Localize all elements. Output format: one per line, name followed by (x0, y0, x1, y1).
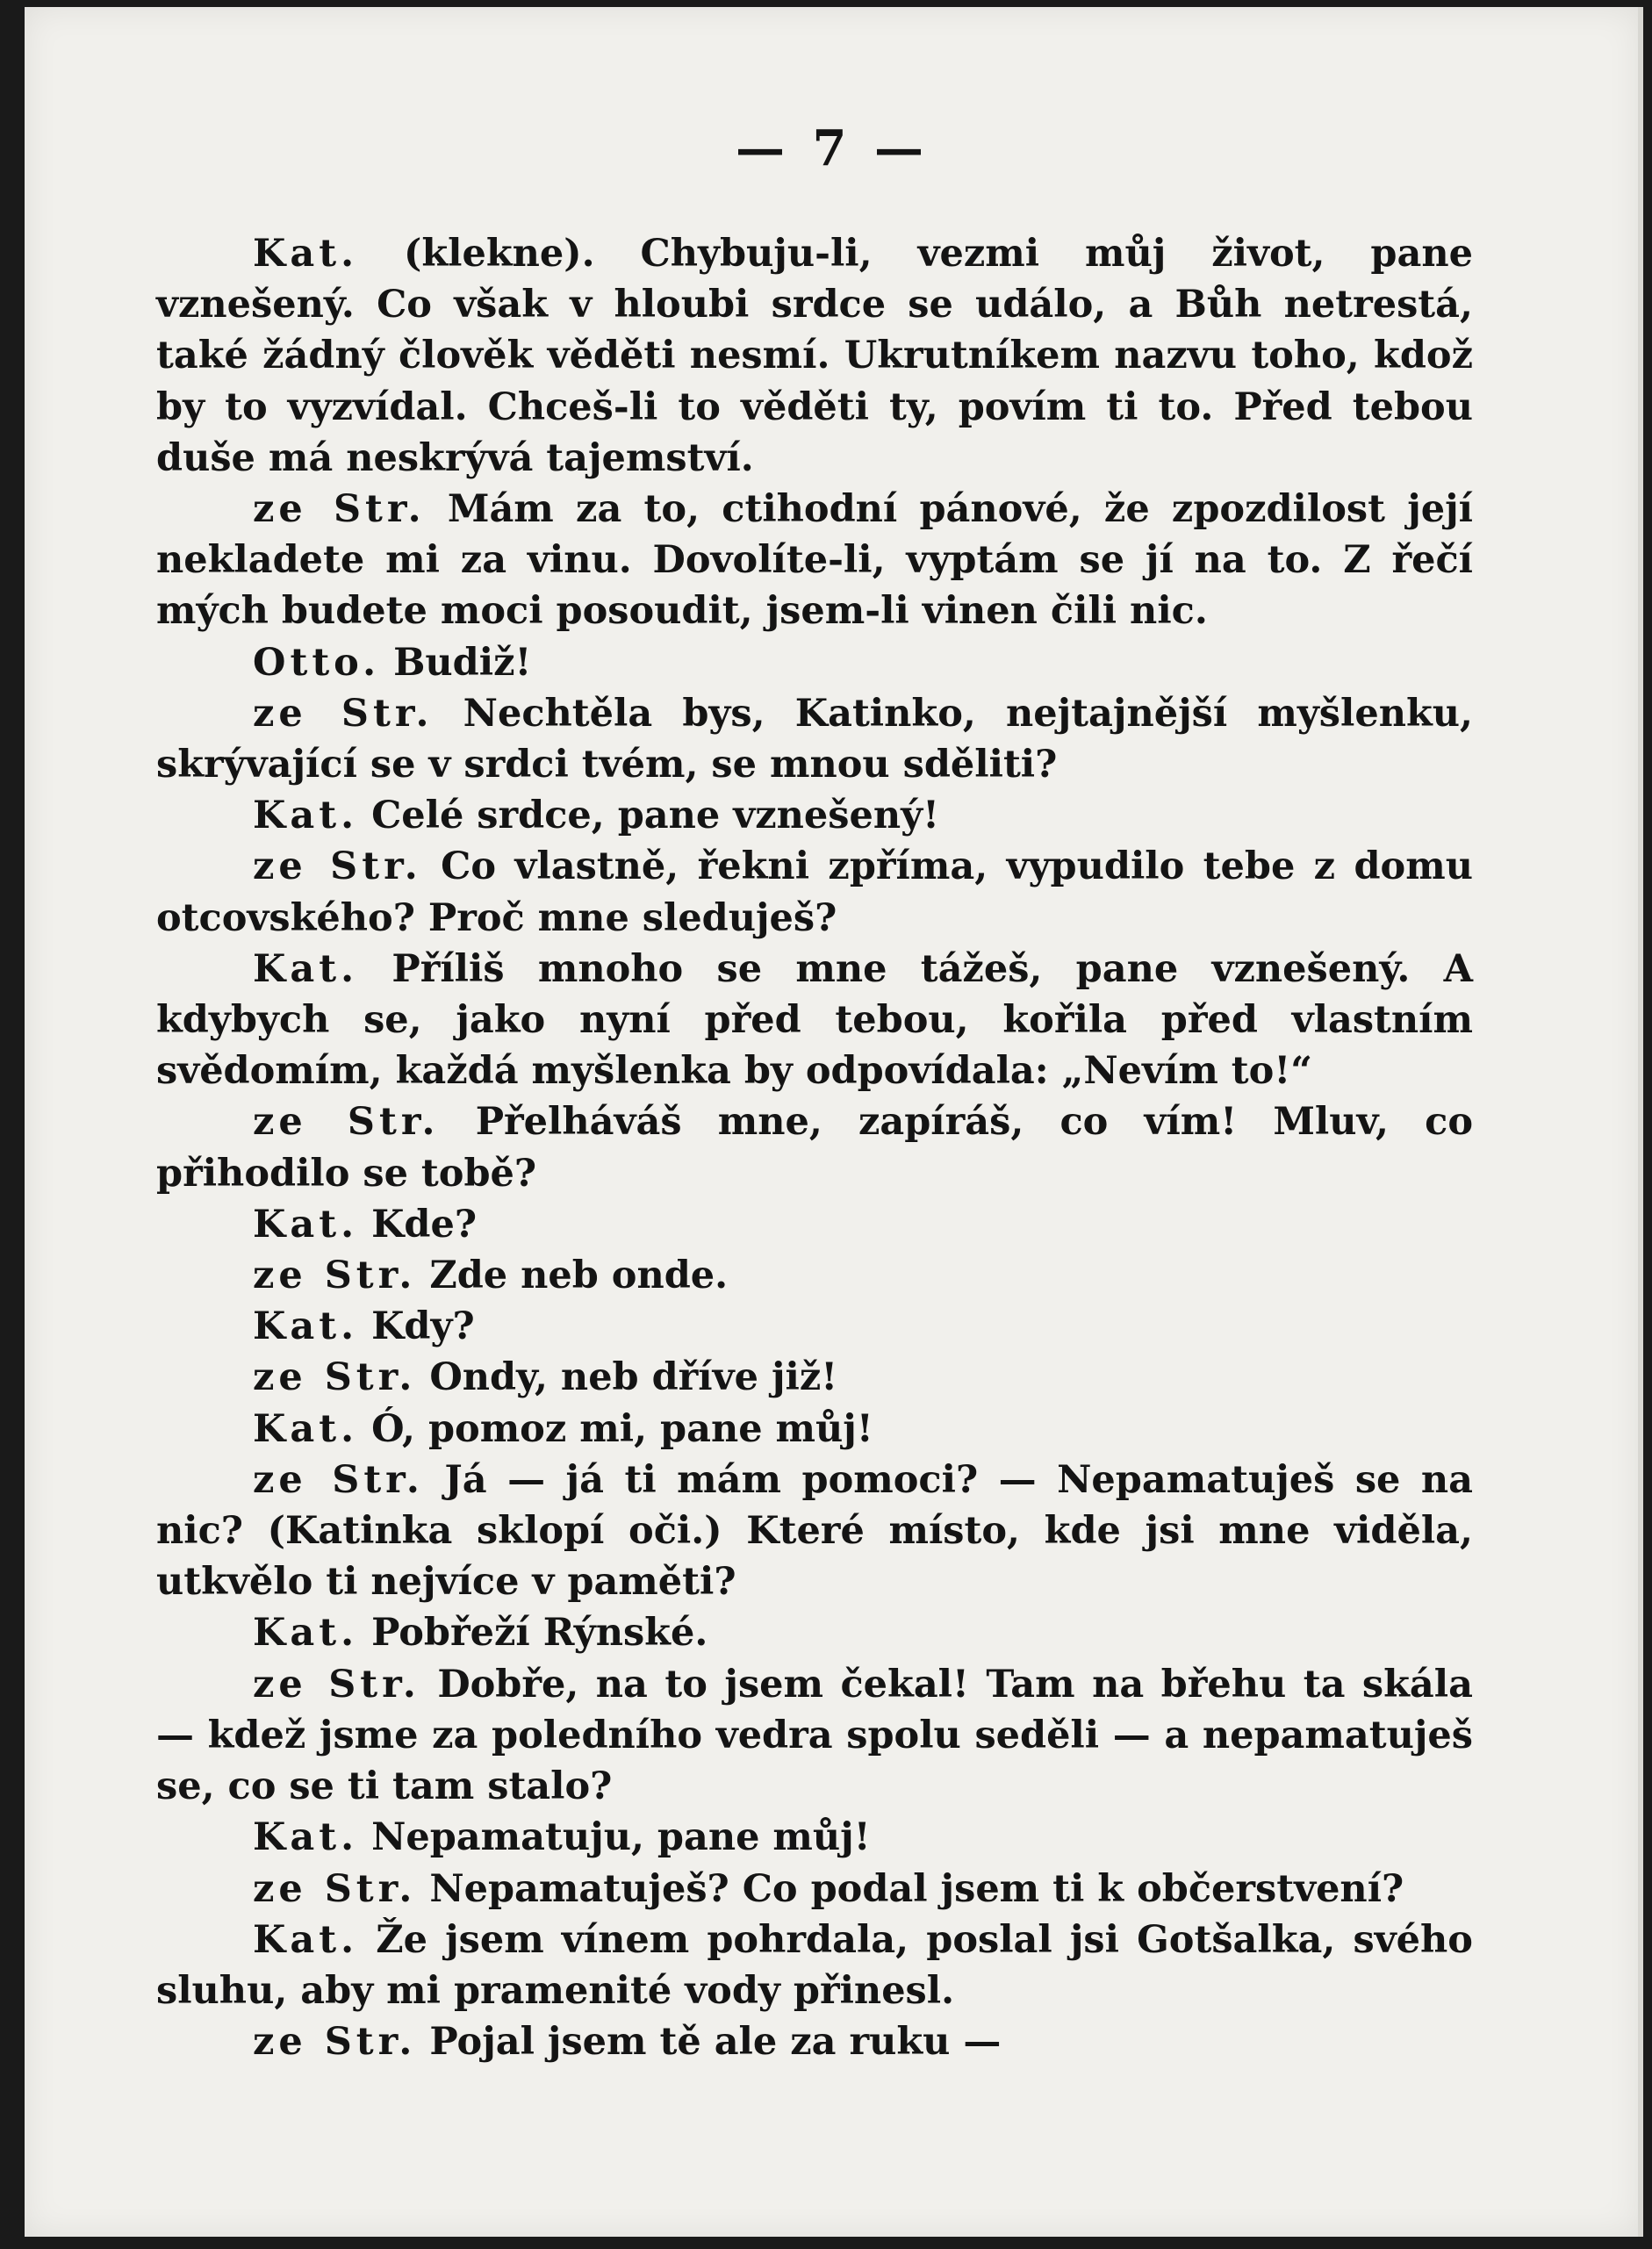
speaker-name: Kat. (253, 1815, 359, 1860)
line-text: Nechtěla bys, Katinko, nejtajnější myšlenku, skrývající se v srdci tvém, se mnou sděliti? (156, 691, 1473, 787)
speaker-name: Kat. (253, 1917, 359, 1962)
line-text: Nepamatuješ? Co podal jsem ti k občerstvení? (429, 1866, 1404, 1911)
line-text: Ó, pomoz mi, pane můj! (371, 1406, 873, 1451)
speaker-name: ze Str. (253, 1662, 420, 1707)
speaker-name: Kat. (253, 1406, 359, 1451)
line-text: Kde? (371, 1202, 478, 1247)
line-text: Přelháváš mne, zapíráš, co vím! Mluv, co přihodilo se tobě? (156, 1100, 1473, 1196)
speaker-name: ze Str. (253, 487, 426, 532)
dialogue-line (156, 1864, 1473, 1915)
dialogue-line (156, 688, 1473, 790)
dialogue-line (156, 1455, 1473, 1608)
dialogue-line (156, 1250, 1473, 1301)
dialogue-line (156, 1812, 1473, 1863)
book-page (25, 7, 1640, 2237)
line-text: Že jsem vínem pohrdala, poslal jsi Gotšalka, svého sluhu, aby mi pramenité vody přinesl. (156, 1917, 1473, 2013)
dialogue-line (156, 2016, 1473, 2067)
speaker-name: ze Str. (253, 1866, 417, 1911)
line-text: Zde neb onde. (429, 1254, 729, 1298)
line-text: Příliš mnoho se mne tážeš, pane vznešený. A kdybych se, jako nyní před tebou, kořila před vlastním svědomím, každá myšlenka by odpovídala: „Nevím to!“ (156, 946, 1473, 1094)
speaker-name: ze Str. (253, 1355, 417, 1400)
speaker-name: Kat. (253, 1304, 359, 1349)
line-text: Nepamatuju, pane můj! (371, 1815, 871, 1860)
speaker-name: ze Str. (253, 1254, 417, 1298)
dialogue-line (156, 637, 1473, 688)
speaker-name: Kat. (253, 946, 359, 991)
dialogue-line (156, 1659, 1473, 1813)
dialogue-line (156, 1352, 1473, 1403)
line-text: Pobřeží Rýnské. (371, 1611, 708, 1656)
dialogue-line (156, 1404, 1473, 1455)
page-edge (1638, 7, 1643, 2237)
page-number: — 7 — (736, 119, 929, 177)
dialogue-line (156, 1607, 1473, 1658)
dialogue-line (156, 1301, 1473, 1352)
dialogue-line (156, 1096, 1473, 1198)
speaker-name: Kat. (253, 794, 359, 838)
speaker-name: Otto. (253, 640, 381, 685)
line-text: Co vlastně, řekni zpříma, vypudilo tebe z domu otcovského? Proč mne sleduješ? (156, 844, 1473, 940)
line-text: Pojal jsem tě ale za ruku — (429, 2020, 1002, 2065)
line-text: Celé srdce, pane vznešený! (371, 794, 939, 838)
line-text: Kdy? (371, 1304, 475, 1349)
speaker-name: Kat. (253, 1611, 359, 1656)
dialogue-line (156, 1199, 1473, 1250)
speaker-name: Kat. (253, 1202, 359, 1247)
dialogue-text (156, 228, 1473, 2067)
dialogue-line (156, 484, 1473, 637)
speaker-name: ze Str. (253, 691, 434, 736)
dialogue-line (156, 1915, 1473, 2016)
speaker-name: ze Str. (253, 1457, 424, 1502)
line-text: Mám za to, ctihodní pánové, že zpozdilost její nekladete mi za vinu. Dovolíte-li, vyptám se jí na to. Z řečí mých budete moci posoudit, jsem-li vinen čili nic. (156, 487, 1474, 634)
dialogue-line (156, 228, 1473, 484)
line-text: (klekne). Chybuju-li, vezmi můj život, pane vznešený. Co však v hloubi srdce se událo, a Bůh netrestá, také žádný člověk věděti nesmí. Ukrutníkem nazvu toho, kdož by to vyzvídal. Chceš-li to věděti ty, povím ti to. Před tebou duše má neskrývá tajemství. (156, 232, 1473, 480)
line-text: Dobře, na to jsem čekal! Tam na břehu ta skála — kdež jsme za poledního vedra spolu seděli — a nepamatuješ se, co se ti tam stalo? (156, 1662, 1473, 1809)
dialogue-line (156, 790, 1473, 841)
speaker-name: Kat. (253, 232, 359, 276)
speaker-name: ze Str. (253, 844, 422, 889)
line-text: Ondy, neb dříve již! (429, 1355, 838, 1400)
speaker-name: ze Str. (253, 1100, 440, 1145)
dialogue-line (156, 944, 1473, 1097)
speaker-name: ze Str. (253, 2020, 417, 2065)
line-text: Budiž! (393, 640, 532, 685)
dialogue-line (156, 841, 1473, 943)
line-text: Já — já ti mám pomoci? — Nepamatuješ se na nic? (Katinka sklopí oči.) Které místo, kde jsi mne viděla, utkvělo ti nejvíce v paměti? (156, 1457, 1474, 1605)
